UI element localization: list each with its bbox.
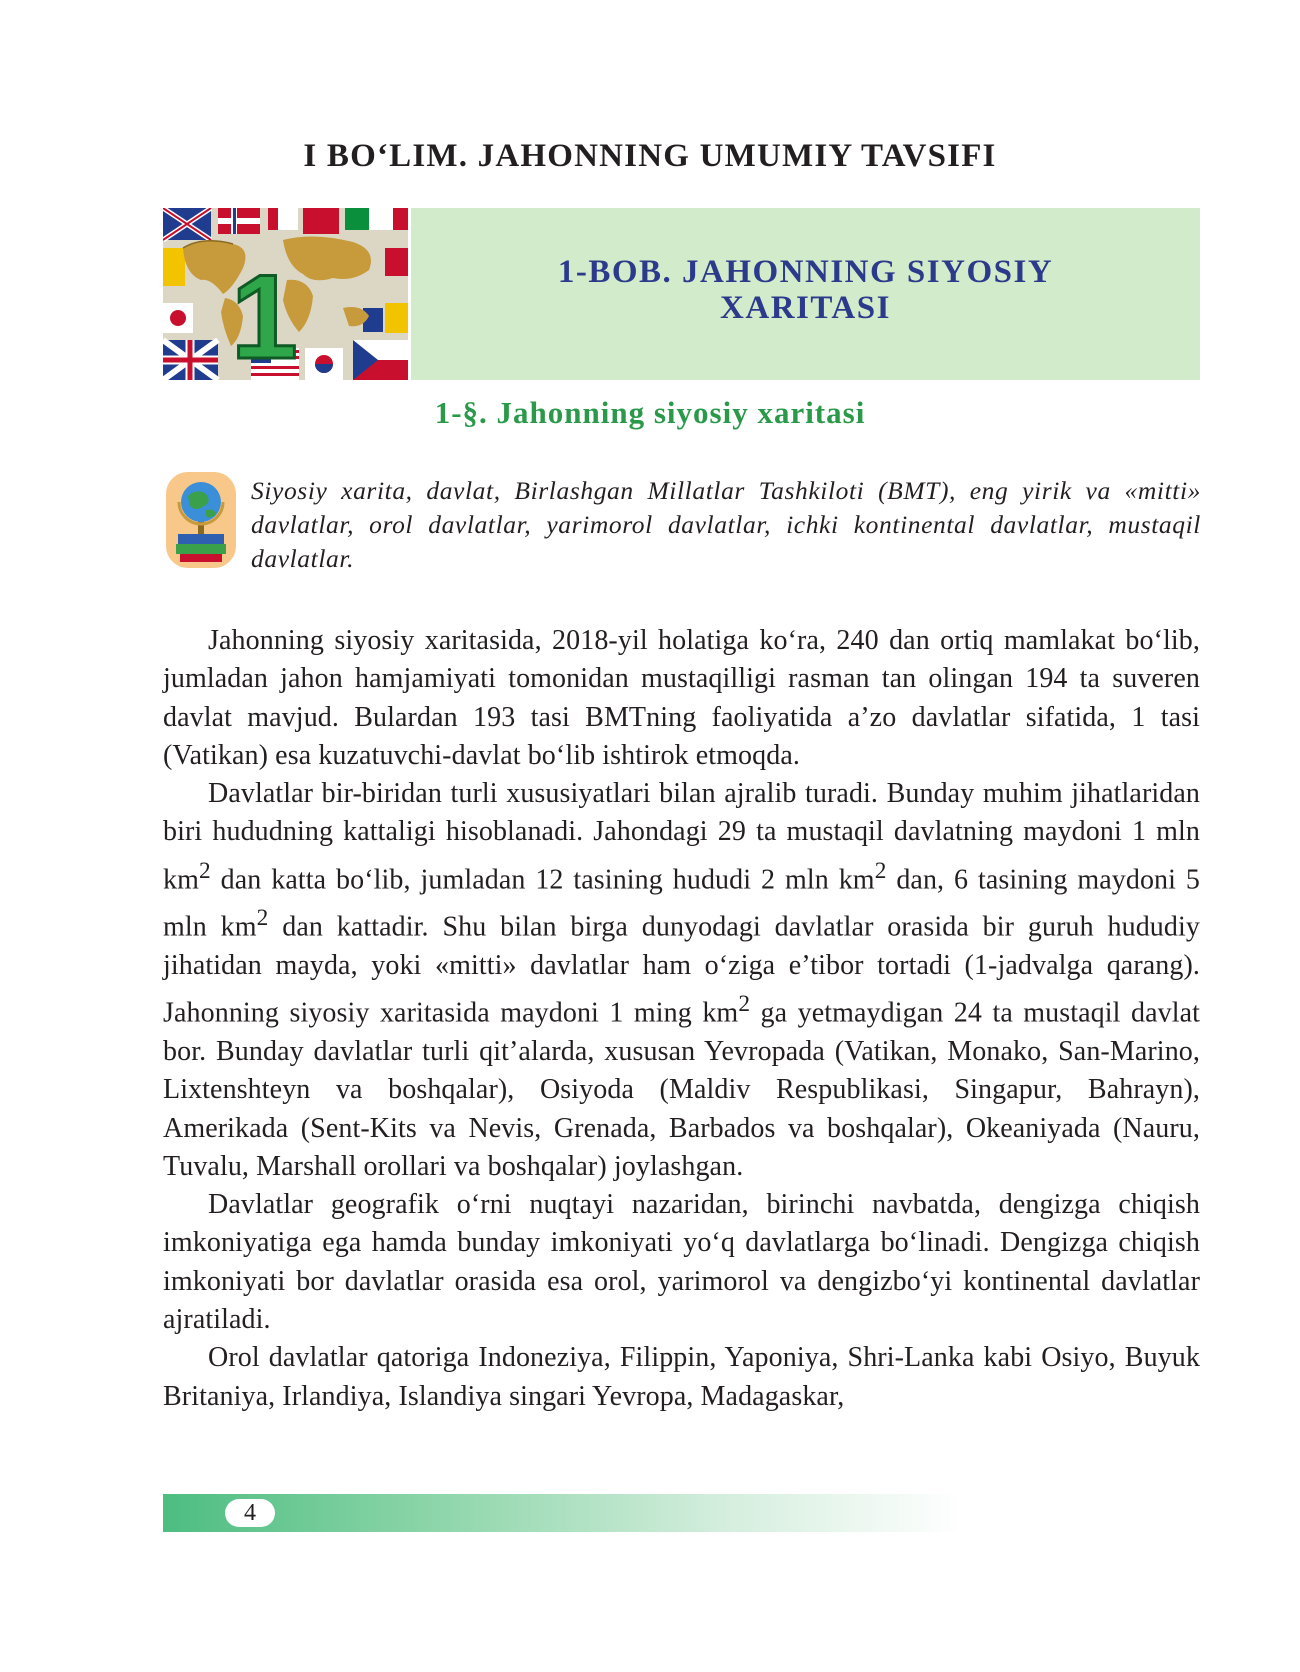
footer-bar [163,1494,963,1532]
superscript: 2 [198,857,211,884]
paragraph-2-part-c: dan, 6 tasining maydoni 5 mln km [163,864,1200,943]
keywords: Siyosiy xarita, davlat, Birlashgan Millatlar Tashkiloti (BMT), eng yirik va «mitti» davlatlar, orol davlatlar, yarimorol davlatlar, ichki kontinental davlatlar, mustaqil davlatlar. [251,476,1201,573]
section-title: I BO‘LIM. JAHONNING UMUMIY TAVSIFI [303,138,997,174]
svg-text:1: 1 [231,250,298,380]
world-map-flags-image [163,208,408,380]
superscript: 2 [738,991,751,1018]
paragraph-2 [163,775,1200,1186]
page-number: 4 [225,1499,275,1527]
flags-collage [163,208,408,380]
paragraph-3: Davlatlar geografik o‘rni nuqtayi nazaridan, birinchi navbatda, dengizga chiqish imkoniyatiga ega hamda bunday imkoniyati yo‘q davlatlarga bo‘linadi. Dengizga chiqish imkoniyati bor davlatlar orasida esa orol, yarimorol va dengizbo‘yi kontinental davlatlar ajratiladi. [163,1189,1200,1336]
paragraph-1: Jahonning siyosiy xaritasida, 2018-yil holatiga ko‘ra, 240 dan ortiq mamlakat bo‘lib, jumladan jahon hamjamiyati tomonidan mustaqilligi rasman tan olingan 194 ta suveren davlat mavjud. Bulardan 193 tasi BMTning faoliyatida a’zo davlatlar sifatida, 1 tasi (Vatikan) esa kuzatuvchi-davlat bo‘lib ishtirok etmoqda. [163,625,1200,771]
superscript: 2 [256,905,269,932]
lesson-title: 1-§. Jahonning siyosiy xaritasi [434,395,866,430]
paragraph-2-part-e: ga yetmaydigan 24 ta mustaqil davlat bor. Bunday davlatlar turli qit’alarda, xususan Yevropada (Vatikan, Monako, San-Marino, Lixtenshteyn va boshqalar), Osiyoda (Maldiv Respublikasi, Singapur, Bahrayn), Amerikada (Sent-Kits va Nevis, Grenada, Barbados va boshqalar), Okeaniyada (Nauru, Tuvalu, Marshall orollari va boshqalar) joylashgan. [163,997,1200,1182]
paragraph-2-part-a: Davlatlar bir-biridan turli xususiyatlari bilan ajralib turadi. Bunday muhim jihatlaridan biri hududning kattaligi hisoblanadi. Jahondagi 29 ta mustaqil davlatning maydoni 1 mln km [163,778,1200,896]
body-text [163,622,1200,1416]
paragraph-4: Orol davlatlar qatoriga Indoneziya, Filippin, Yaponiya, Shri-Lanka kabi Osiyo, Buyuk Britaniya, Irlandiya, Islandiya singari Yevropa, Madagaskar, [163,1342,1200,1412]
superscript: 2 [874,857,887,884]
paragraph-2-part-d: dan kattadir. Shu bilan birga dunyodagi davlatlar orasida bir guruh hududiy jihatidan mayda, yoki «mitti» davlatlar ham o‘ziga e’tibor tortadi (1-jadvalga qarang). Jahonning siyosiy xaritasida maydoni 1 ming km [163,911,1200,1029]
paragraph-2-part-b: dan katta bo‘lib, jumladan 12 tasining hududi 2 mln km [210,864,875,896]
chapter-title [411,254,1200,326]
chapter-title-line1: 1-BOB. JAHONNING SIYOSIY [557,254,1054,290]
chapter-banner [163,208,1200,380]
chapter-title-line2: XARITASI [720,290,891,326]
globe-books-icon [166,472,236,568]
